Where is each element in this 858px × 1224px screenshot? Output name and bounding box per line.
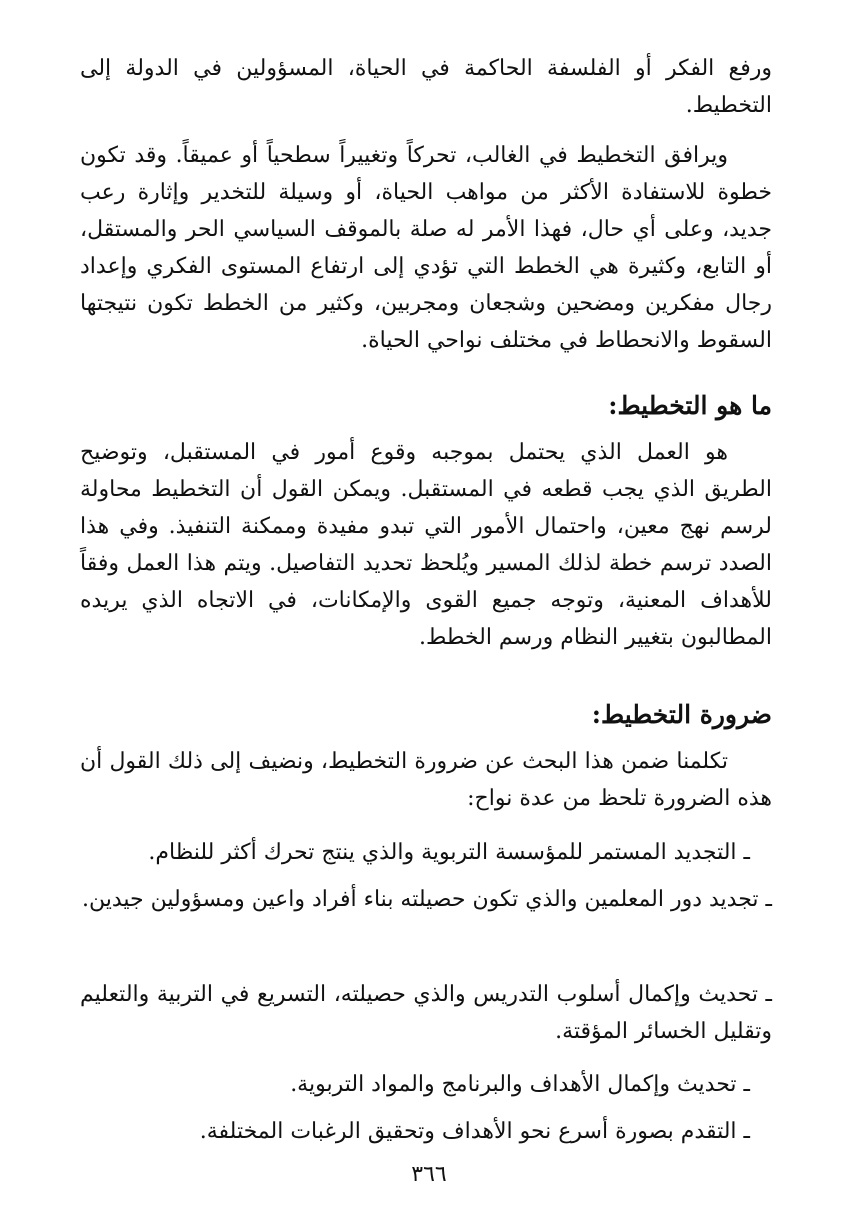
list-item: ـ التقدم بصورة أسرع نحو الأهداف وتحقيق الرغبات المختلفة. xyxy=(199,1119,750,1144)
list-item: ـ تحديث وإكمال الأهداف والبرنامج والمواد التربوية. xyxy=(290,1072,750,1097)
paragraph-intro-continuation: ورفع الفكر أو الفلسفة الحاكمة في الحياة، المسؤولين في الدولة إلى التخطيط. xyxy=(80,56,772,118)
paragraph-planning-movement: ويرافق التخطيط في الغالب، تحركاً وتغييراً سطحياً أو عميقاً. وقد تكون خطوة للاستفادة الأكثر من مواهب الحياة، أو وسيلة للتخدير وإثارة رعب جديد، وعلى أي حال، فهذا الأمر له صلة بالموقف السياسي الحر والمستقل، أو التابع، وكثيرة هي الخطط التي تؤدي إلى ارتفاع المستوى الفكري وإعداد رجال مفكرين ومضحين وشجعان ومجربين، وكثير من الخطط تكون نتيجتها السقوط والانحطاط في مختلف نواحي الحياة. xyxy=(80,143,772,353)
list-item: ـ تجديد دور المعلمين والذي تكون حصيلته بناء أفراد واعين ومسؤولين جيدين. xyxy=(81,887,772,912)
heading-necessity-of-planning: ضرورة التخطيط: xyxy=(591,700,772,729)
list-item: ـ تحديث وإكمال أسلوب التدريس والذي حصيلته، التسريع في التربية والتعليم وتقليل الخسائر المؤقتة. xyxy=(80,982,772,1044)
page-number: ٣٦٦ xyxy=(411,1162,447,1187)
heading-what-is-planning: ما هو التخطيط: xyxy=(608,391,772,420)
paragraph-necessity-intro: تكلمنا ضمن هذا البحث عن ضرورة التخطيط، ونضيف إلى ذلك القول أن هذه الضرورة تلحظ من عدة نواح: xyxy=(80,749,772,811)
list-item: ـ التجديد المستمر للمؤسسة التربوية والذي ينتج تحرك أكثر للنظام. xyxy=(148,840,750,865)
paragraph-planning-definition: هو العمل الذي يحتمل بموجبه وقوع أمور في المستقبل، وتوضيح الطريق الذي يجب قطعه في المستقبل. ويمكن القول أن التخطيط محاولة لرسم نهج معين، واحتمال الأمور التي تبدو مفيدة وممكنة التنفيذ. وفي هذا الصدد ترسم خطة لذلك المسير ويُلحظ تحديد التفاصيل. ويتم هذا العمل وفقاً للأهداف المعنية، وتوجه جميع القوى والإمكانات، في الاتجاه الذي يريده المطالبون بتغيير النظام ورسم الخطط. xyxy=(80,440,772,650)
